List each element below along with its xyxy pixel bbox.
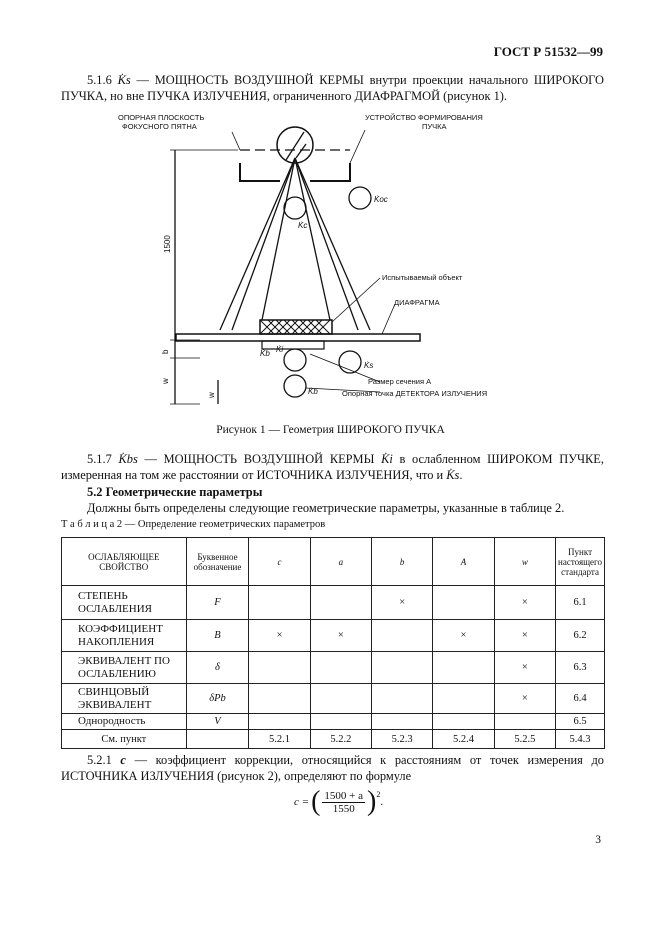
table-row: СВИНЦОВЫЙ ЭКВИВАЛЕНТ δPb × 6.4 [62, 684, 605, 714]
figure-wide-beam-geometry [110, 108, 550, 408]
label-focus-plane: ОПОРНАЯ ПЛОСКОСТЬ [118, 113, 205, 122]
table-caption: Т а б л и ц а 2 — Определение геометрических параметров [61, 519, 326, 530]
page-number: 3 [595, 834, 601, 846]
svg-text:K̇b: K̇b [308, 387, 318, 396]
geometric-parameters-table [61, 537, 605, 749]
svg-text:w: w [207, 392, 216, 398]
label-detector-ref-point: Опорная точка ДЕТЕКТОРА ИЗЛУЧЕНИЯ [342, 389, 488, 398]
label-section-size: Размер сечения A [368, 377, 432, 386]
svg-text:ПУЧКА: ПУЧКА [422, 122, 447, 131]
label-test-object: Испытываемый объект [382, 273, 463, 282]
table-row: Однородность V 6.5 [62, 714, 605, 730]
label-beam-device: УСТРОЙСТВО ФОРМИРОВАНИЯ [365, 113, 483, 122]
svg-text:K̇s: K̇s [364, 361, 374, 370]
table-footer-row: См. пункт 5.2.1 5.2.2 5.2.3 5.2.4 5.2.5 5.4.3 [62, 730, 605, 749]
svg-text:w: w [161, 378, 170, 384]
svg-text:K̇с: K̇с [298, 221, 308, 230]
table-row: СТЕПЕНЬ ОСЛАБЛЕНИЯ F × × 6.1 [62, 586, 605, 620]
paragraph-5-1-6: 5.1.6 K̇s — МОЩНОСТЬ ВОЗДУШНОЙ КЕРМЫ внутри проекции начального ШИРОКОГО ПУЧКА, но вне ПУЧКА ИЗЛУЧЕНИЯ, ограниченного ДИАФРАГМОЙ (рисунок 1). [61, 73, 604, 103]
svg-text:K̇ос: K̇ос [374, 195, 388, 204]
table-row: КОЭФФИЦИЕНТ НАКОПЛЕНИЯ B × × × × 6.2 [62, 620, 605, 652]
svg-text:b: b [161, 349, 170, 354]
table-row: ЭКВИВАЛЕНТ ПО ОСЛАБЛЕНИЮ δ × 6.3 [62, 652, 605, 684]
figure-caption: Рисунок 1 — Геометрия ШИРОКОГО ПУЧКА [216, 424, 445, 436]
svg-text:ФОКУСНОГО ПЯТНА: ФОКУСНОГО ПЯТНА [122, 122, 197, 131]
paragraph-5-1-7: 5.1.7 K̇bs — МОЩНОСТЬ ВОЗДУШНОЙ КЕРМЫ K̇i в ослабленном ШИРОКОМ ПУЧКЕ, измеренная на том же расстоянии от ИСТОЧНИКА ИЗЛУЧЕНИЯ, что и K̇s. [61, 452, 604, 482]
standard-header: ГОСТ Р 51532—99 [493, 44, 603, 59]
label-diaphragm: ДИАФРАГМА [394, 298, 440, 307]
svg-text:K̇i: K̇i [276, 345, 284, 354]
paragraph-5-2-1: 5.2.1 c — коэффициент коррекции, относящийся к расстояниям от точек измерения до ИСТОЧНИКА ИЗЛУЧЕНИЯ (рисунок 2), определяют по формуле [61, 753, 604, 783]
table-header-row: ОСЛАБЛЯЮЩЕЕ СВОЙСТВО Буквенное обозначение c a b A w Пункт настоящего стандарта [62, 538, 605, 586]
formula-c: c = ( 1500 + a 1550 ) $^2$ . [294, 786, 384, 817]
section-title: 5.2 Геометрические параметры [87, 485, 263, 499]
label-distance-1500: 1500 [163, 235, 172, 253]
section-intro: Должны быть определены следующие геометрические параметры, указанные в таблице 2. [87, 501, 565, 515]
svg-text:K̇b: K̇b [260, 349, 270, 358]
